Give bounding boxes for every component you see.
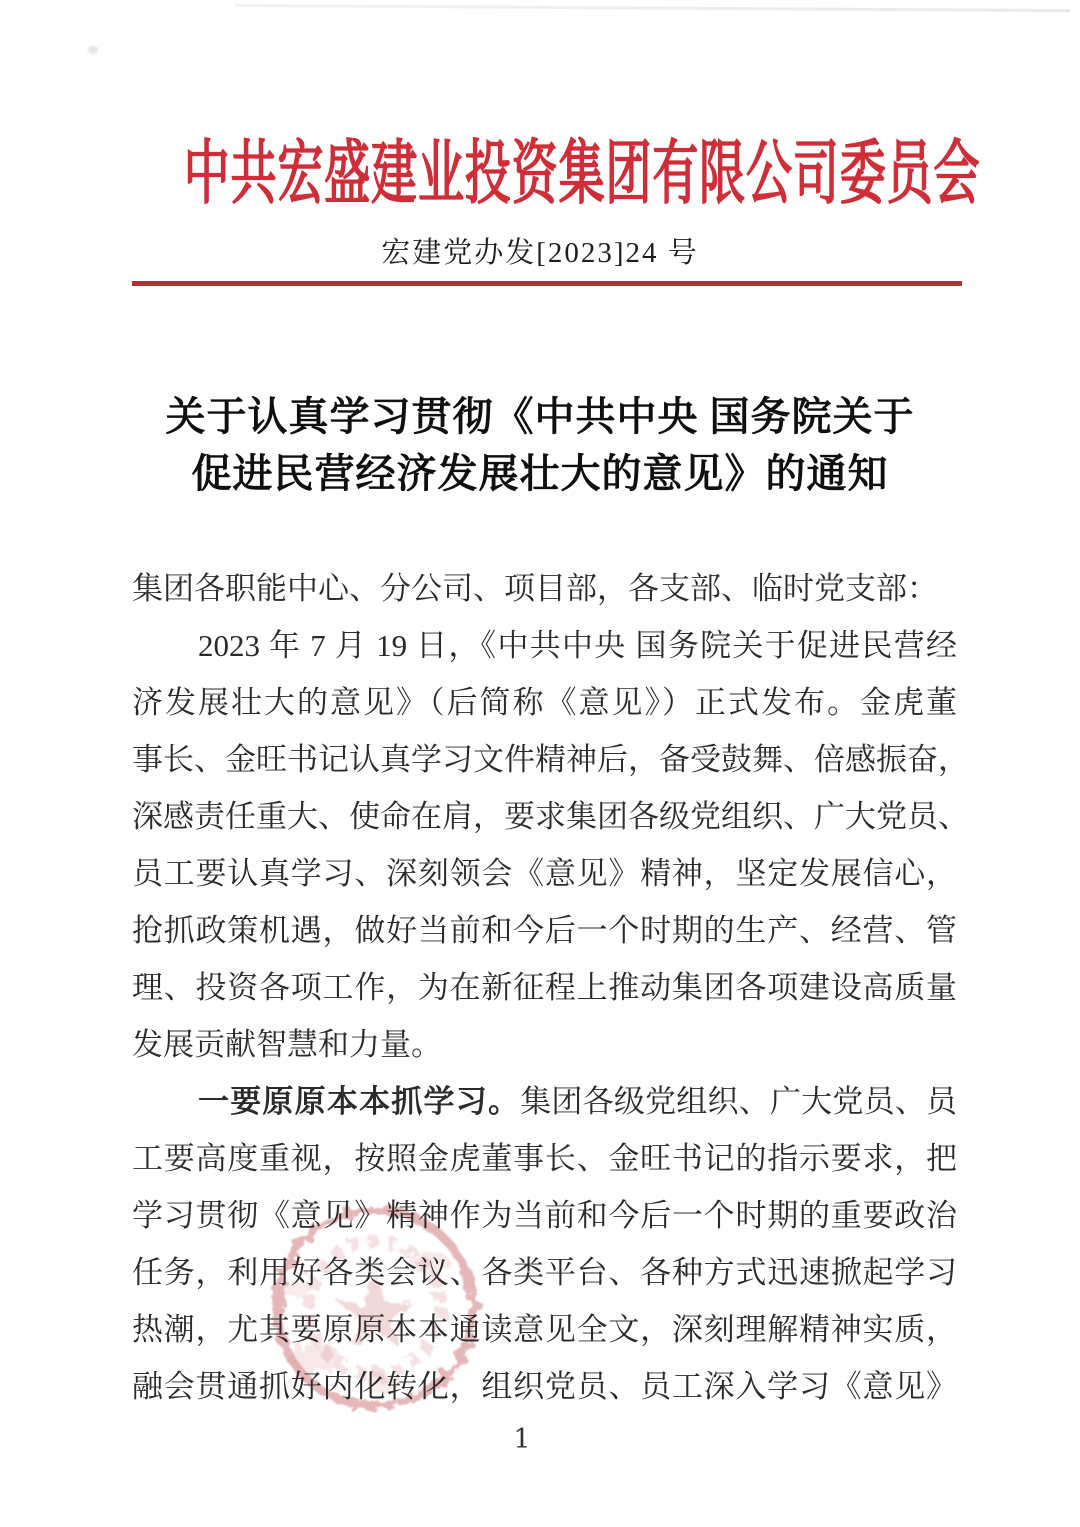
scan-artifact-speck xyxy=(88,46,98,54)
body-line: 学习贯彻《意见》精神作为当前和今后一个时期的重要政治 xyxy=(132,1198,957,1233)
body-line: 任务，利用好各类会议、各类平台、各种方式迅速掀起学习 xyxy=(132,1255,957,1290)
body-line: 理、投资各项工作，为在新征程上推动集团各项建设高质量 xyxy=(132,970,957,1005)
body-line: 融会贯通抓好内化转化，组织党员、员工深入学习《意见》 xyxy=(132,1369,957,1404)
body-line: 2023 年 7 月 19 日，《中共中央 国务院关于促进民营经 xyxy=(198,628,957,663)
document-body xyxy=(132,560,969,1415)
body-line: 一要原原本本抓学习。集团各级党组织、广大党员、员 xyxy=(198,1084,958,1119)
doc-number: 宏建党办发[2023]24 号 xyxy=(381,237,699,269)
salutation-line: 集团各职能中心、分公司、项目部，各支部、临时党支部： xyxy=(132,571,938,606)
body-line: 员工要认真学习、深刻领会《意见》精神，坚定发展信心， xyxy=(132,856,957,891)
body-line: 工要高度重视，按照金虎董事长、金旺书记的指示要求，把 xyxy=(132,1141,957,1176)
scan-artifact-line xyxy=(235,4,1070,12)
page-number: 1 xyxy=(513,1424,531,1455)
org-header-title: 中共宏盛建业投资集团有限公司委员会 xyxy=(183,136,981,213)
document-title-line1: 关于认真学习贯彻《中共中央 国务院关于 xyxy=(165,394,915,439)
body-lines xyxy=(132,617,969,1415)
document-title-line2: 促进民营经济发展壮大的意见》的通知 xyxy=(191,451,889,496)
body-line: 热潮，尤其要原原本本通读意见全文，深刻理解精神实质， xyxy=(132,1312,957,1347)
body-line: 事长、金旺书记认真学习文件精神后，备受鼓舞、倍感振奋， xyxy=(132,742,969,777)
bold-lead-text: 一要原原本本抓学习。 xyxy=(198,1084,521,1119)
body-line: 深感责任重大、使命在肩，要求集团各级党组织、广大党员、 xyxy=(132,799,969,834)
red-separator-rule xyxy=(132,281,962,286)
body-line: 济发展壮大的意见》（后简称《意见》）正式发布。金虎董 xyxy=(132,685,957,720)
document-title xyxy=(0,388,1080,502)
body-line: 抢抓政策机遇，做好当前和今后一个时期的生产、经营、管 xyxy=(132,913,957,948)
body-line: 发展贡献智慧和力量。 xyxy=(132,1027,442,1062)
